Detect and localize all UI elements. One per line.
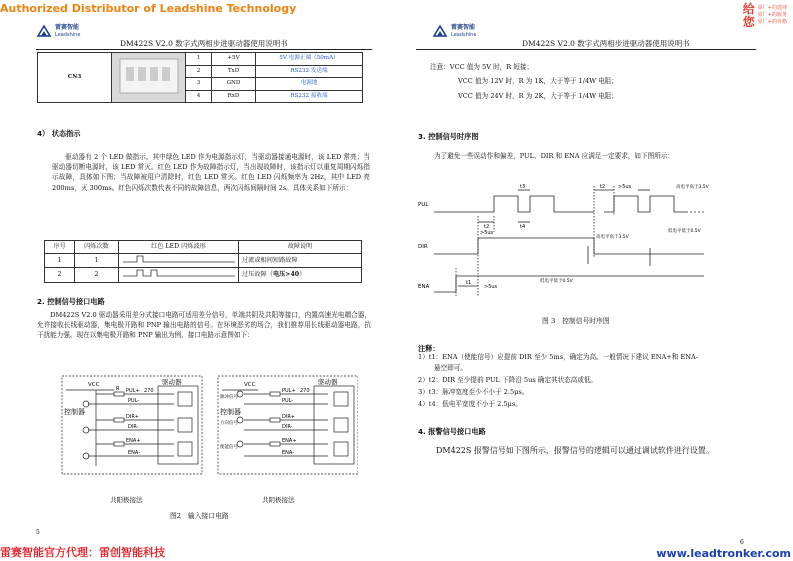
led-waveform-2 [119,268,239,283]
led-col-desc: 故障说明 [239,241,362,254]
pul-plus-label: PUL+ [282,388,296,394]
timing-section-title: 3. 控制信号时序图 [418,132,479,141]
ctrl-section-title: 2. 控制信号接口电路 [37,297,105,306]
note-item-3: 3）t3：脉冲宽度至少不小于 2.5μs。 [418,388,529,396]
right-header-rule [416,49,756,50]
promo-ad [743,3,787,28]
led-col-num: 序号 [45,241,75,254]
led-waveform-1 [119,253,239,268]
high-level-note: 高电平高于3.5V [676,185,709,190]
cn3-pin-desc: 5V 电源正端（50mA） [256,53,363,66]
led-col-wave: 红色 LED 闪烁波形 [119,241,239,254]
logo-en-text: Leadshine [55,31,81,38]
r-label: R [116,386,120,392]
timing-diagram [418,176,748,306]
pul-minus-label: PUL- [128,398,140,404]
vcc-note-2: VCC 值为 12V 时，R 为 1K，大于等于 1/4W 电阻； [458,77,618,85]
alarm-paragraph: DM422S 报警信号如下图所示，报警信号的逻辑可以通过调试软件进行设置。 [436,446,714,455]
controller-label: 控制器 [64,408,85,416]
t1-label: t1 [466,280,472,286]
dir-plus-label: DIR+ [126,414,139,420]
cn3-pin-num: 1 [186,53,212,66]
enable-signal-label: 使能信号 [220,445,238,450]
cn3-pin-name: TxD [212,65,256,78]
ad-char-2: 您 [742,14,755,29]
right-doc-title: DM422S V2.0 数字式两相步进驱动器使用说明书 [522,39,690,48]
dir-minus-label: DIR- [128,424,139,430]
ctrl-paragraph: DM422S V2.0 驱动器采用差分式接口电路可适用差分信号，单端共阴及共阳等接口，内置高速光电耦合器，允许接收长线驱动器，集电极开路和 PNP 输出电路的信号。在环境恶劣的场合，我们推荐用长线驱动器电路，抗干扰能力强。现在以集电极开路和 PNP 输出为例，接口电路示意图如下： [37,311,371,340]
t3-label: t3 [520,184,526,190]
led-row-count: 1 [75,253,119,268]
low-level-note: 低电平低于0.5V [540,279,573,284]
fig3-caption: 图 3 控制信号时序图 [542,317,610,325]
dir-signal-label: DIR [418,244,428,250]
ena-minus-label: ENA- [282,450,295,456]
cn3-pin-name: +5V [212,53,256,66]
pul-signal-label: PUL [418,202,429,208]
vcc-label: VCC [244,382,256,388]
gt5us-label: >5us [618,184,632,190]
led-col-count: 闪烁次数 [75,241,119,254]
left-doc-title: DM422S V2.0 数字式两相步进驱动器使用说明书 [120,39,288,48]
cn3-pin-desc: RS232 发送端 [256,65,363,78]
left-logo [36,24,80,38]
note-item-1b: 悬空即可。 [434,364,467,372]
cn3-pin-num: 2 [186,65,212,78]
driver-label: 驱动器 [318,378,338,386]
timing-intro: 为了避免一些误动作和偏差，PUL、DIR 和 ENA 应满足一定要求，如下图所示： [434,152,674,160]
ad-line-2: 原厂+的服务 [757,12,787,19]
status-section-title: 4） 状态指示 [37,129,81,138]
led-fault-table [44,240,362,283]
led-row-num: 2 [45,268,75,283]
fig2-caption: 图2 输入接口电路 [170,512,229,520]
cn3-pin-desc: 电源地 [256,78,363,91]
led-row-desc: 过流或相间短路故障 [239,253,362,268]
alarm-section-title: 4. 报警信号接口电路 [418,427,486,436]
led-row-desc: 过压故障（电压>40） [239,268,362,283]
controller-label: 控制器 [220,408,241,416]
official-agent-footer: 雷赛智能官方代理：雷创智能科技 [0,546,165,559]
pul-minus-label: PUL- [282,398,294,404]
cn3-table [37,52,363,103]
right-page-number: 6 [740,539,744,546]
led-row-num: 1 [45,253,75,268]
high-level-note: 高电平高于3.5V [596,235,629,240]
gt5us-label: >5us [484,284,498,290]
status-paragraph: 驱动器有 2 个 LED 做指示。其中绿色 LED 作为电源指示灯，当驱动器接通电源时，该 LED 常亮；当驱动器切断电源时，该 LED 常灭。红色 LED 作为故障指示灯，当出现故障时，该指示灯以重复周期闪烁指示故障，具体如下图；当故障被用户清除时，红色 LED 常灭。红色 LED 闪烁频率为 2Hz，其中 LED 亮 200ms，灭 300ms。红色闪烁次数代表不同的故障信息，两次闪烁间隔时间 2s。具体关系如下所示： [52,153,370,192]
dir-minus-label: DIR- [282,424,293,430]
left-header-rule [36,49,372,50]
logo-en-text: Leadshine [451,31,477,38]
ena-minus-label: ENA- [128,450,141,456]
r270-label: 270 [144,388,154,394]
vcc-note-3: VCC 值为 24V 时，R 为 2K，大于等于 1/4W 电阻； [458,92,618,100]
t2-label: t2 [600,184,606,190]
notes-title: 注释： [418,344,440,353]
leadshine-logo-icon [432,24,448,38]
left-page-number: 5 [36,529,40,536]
ad-line-3: 原厂+的价格 [757,18,787,25]
cn3-pin-num: 4 [186,90,212,103]
website-link[interactable]: www.leadtronker.com [656,547,791,560]
distributor-banner: Authorized Distributor of Leadshine Technology [0,2,297,15]
note-item-1: 1）t1：ENA（使能信号）应提前 DIR 至少 5ms，确定为高。一般情况下建议 ENA+和 ENA- [418,353,699,361]
ena-plus-label: ENA+ [282,438,297,444]
t2-label: t2 [484,224,490,230]
connector-image [118,55,180,97]
leadshine-logo-icon [36,24,52,38]
pulse-signal-label: 脉冲信号 [220,395,238,400]
ena-plus-label: ENA+ [126,438,141,444]
logo-cn-text: 雷赛智能 [451,24,476,32]
pul-plus-label: PUL+ [126,388,140,394]
vcc-note-1: 注意：VCC 值为 5V 时，R 短接； [430,63,534,71]
cn3-pin-desc: RS232 接收端 [256,90,363,103]
logo-cn-text: 雷赛智能 [55,24,80,32]
dir-plus-label: DIR+ [282,414,295,420]
gt5us-label: >5us [480,230,494,236]
low-level-note: 低电平低于0.5V [668,229,701,234]
cn3-pin-name: GND [212,78,256,91]
cn3-connector-photo [112,53,186,103]
anode-caption: 共阳极接法 [110,496,143,504]
cn3-label: CN3 [38,53,112,103]
note-item-4: 4）t4：低电平宽度不小于 2.5μs。 [418,400,522,408]
cathode-caption: 共阴极接法 [262,496,295,504]
led-row-count: 2 [75,268,119,283]
direction-signal-label: 方向信号 [220,421,238,426]
ad-line-1: 原厂+的选择 [757,5,787,12]
driver-label: 驱动器 [162,378,182,386]
t4-label: t4 [520,224,526,230]
cn3-pin-name: RxD [212,90,256,103]
ad-char-1: 给 [742,2,755,16]
note-item-2: 2）t2：DIR 至少提前 PUL 下降沿 5us 确定其状态高或低。 [418,376,598,384]
vcc-label: VCC [88,382,100,388]
ena-signal-label: ENA [418,284,430,290]
cn3-pin-num: 3 [186,78,212,91]
input-circuit-diagram [58,372,358,510]
right-logo [432,24,476,38]
r270-label: 270 [300,388,310,394]
